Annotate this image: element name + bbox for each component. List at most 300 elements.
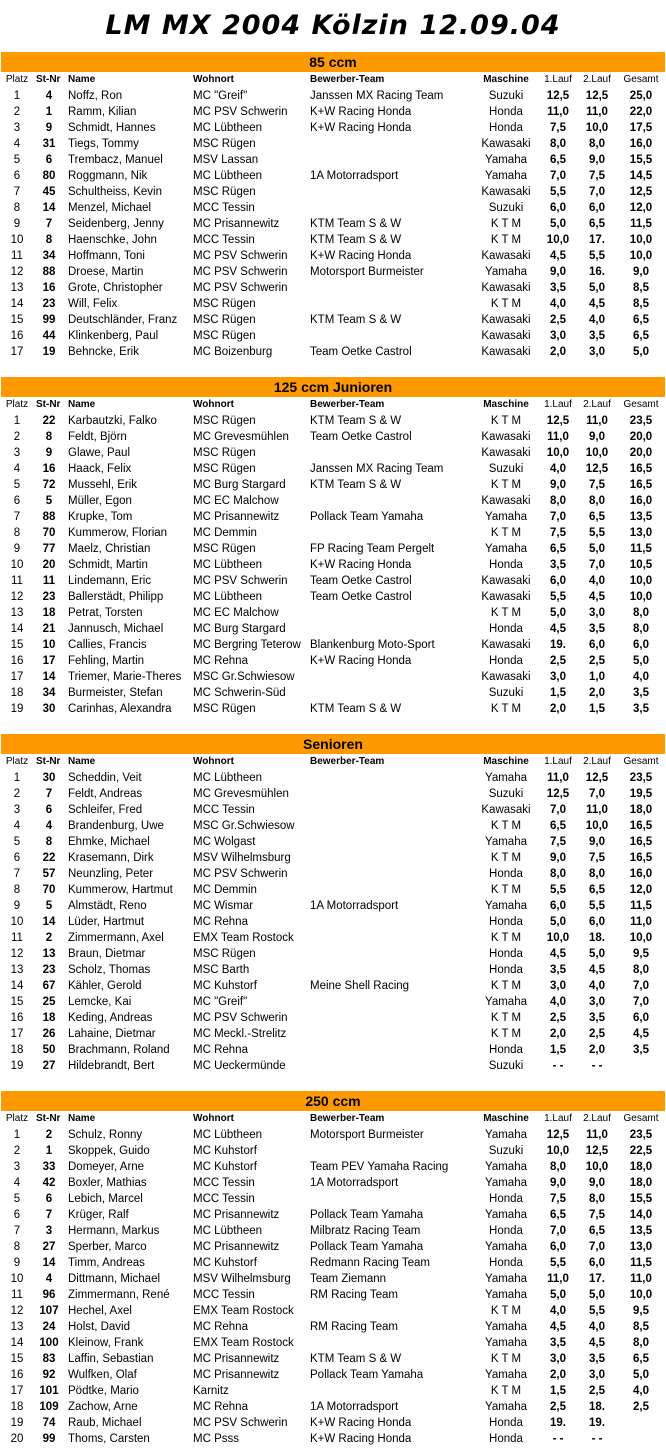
cell-gesamt: 15,5 bbox=[629, 1193, 653, 1205]
cell-team: Motorsport Burmeister bbox=[310, 266, 424, 278]
cell-wohnort: MCC Tessin bbox=[193, 1193, 255, 1205]
column-header-platz: Platz bbox=[5, 74, 29, 85]
table-row bbox=[0, 525, 666, 541]
cell-name: Will, Felix bbox=[68, 298, 118, 310]
cell-lauf2: 7,0 bbox=[589, 186, 605, 198]
cell-maschine: K T M bbox=[490, 1305, 522, 1317]
cell-lauf2: 5,5 bbox=[589, 527, 605, 539]
cell-maschine: K T M bbox=[490, 1028, 522, 1040]
cell-gesamt: 6,0 bbox=[633, 639, 649, 651]
cell-lauf1: 7,5 bbox=[550, 836, 566, 848]
cell-gesamt: 12,5 bbox=[629, 186, 653, 198]
table-row bbox=[0, 1431, 666, 1447]
cell-startnummer: 27 bbox=[42, 1241, 56, 1253]
cell-platz: 14 bbox=[10, 623, 24, 635]
table-row bbox=[0, 701, 666, 717]
cell-gesamt: 13,5 bbox=[629, 511, 653, 523]
cell-lauf2: 7,0 bbox=[589, 788, 605, 800]
cell-gesamt: 10,5 bbox=[629, 559, 653, 571]
cell-platz: 12 bbox=[10, 948, 24, 960]
cell-wohnort: MSC Gr.Schwiesow bbox=[193, 671, 295, 683]
cell-lauf2: 9,0 bbox=[589, 154, 605, 166]
cell-wohnort: MSV Lassan bbox=[193, 154, 259, 166]
cell-startnummer: 25 bbox=[42, 996, 56, 1008]
cell-lauf2: 3,5 bbox=[589, 330, 605, 342]
cell-name: Zimmermann, René bbox=[68, 1289, 170, 1301]
cell-startnummer: 70 bbox=[42, 884, 56, 896]
cell-team: Pollack Team Yamaha bbox=[310, 1209, 424, 1221]
cell-maschine: Suzuki bbox=[488, 463, 524, 475]
cell-lauf1: 6,0 bbox=[550, 575, 566, 587]
cell-platz: 3 bbox=[13, 804, 21, 816]
cell-team: KTM Team S & W bbox=[310, 218, 402, 230]
cell-gesamt: 6,5 bbox=[633, 330, 649, 342]
cell-maschine: K T M bbox=[490, 820, 522, 832]
table-row bbox=[0, 152, 666, 168]
cell-maschine: Kawasaki bbox=[481, 495, 531, 507]
cell-startnummer: 4 bbox=[45, 820, 53, 832]
cell-maschine: Honda bbox=[489, 623, 523, 635]
column-header-name: Name bbox=[68, 1113, 96, 1124]
cell-platz: 8 bbox=[13, 527, 21, 539]
cell-name: Ehmke, Michael bbox=[68, 836, 150, 848]
cell-startnummer: 14 bbox=[42, 202, 56, 214]
cell-gesamt: 4,5 bbox=[633, 1028, 649, 1040]
cell-wohnort: MC Prisannewitz bbox=[193, 511, 280, 523]
cell-maschine: Honda bbox=[489, 916, 523, 928]
cell-platz: 8 bbox=[13, 1241, 21, 1253]
table-row bbox=[0, 429, 666, 445]
cell-lauf1: 1,5 bbox=[550, 1044, 566, 1056]
cell-lauf1: 9,0 bbox=[550, 1177, 566, 1189]
cell-lauf1: 12,5 bbox=[546, 415, 570, 427]
cell-team: K+W Racing Honda bbox=[310, 250, 412, 262]
cell-platz: 7 bbox=[13, 511, 21, 523]
cell-platz: 10 bbox=[10, 559, 24, 571]
cell-name: Hechel, Axel bbox=[68, 1305, 132, 1317]
cell-name: Carinhas, Alexandra bbox=[68, 703, 172, 715]
cell-wohnort: MC Lübtheen bbox=[193, 772, 263, 784]
cell-lauf1: 4,0 bbox=[550, 1305, 566, 1317]
cell-platz: 2 bbox=[13, 1145, 21, 1157]
cell-startnummer: 3 bbox=[45, 1225, 53, 1237]
cell-gesamt: 8,0 bbox=[633, 1337, 649, 1349]
column-header-lauf2: 2.Lauf bbox=[583, 74, 611, 85]
column-header-maschine: Maschine bbox=[483, 74, 529, 85]
cell-startnummer: 83 bbox=[42, 1353, 56, 1365]
table-row bbox=[0, 589, 666, 605]
cell-team: KTM Team S & W bbox=[310, 479, 402, 491]
cell-maschine: Yamaha bbox=[485, 1337, 527, 1349]
cell-platz: 11 bbox=[11, 932, 23, 944]
table-row bbox=[0, 637, 666, 653]
table-row bbox=[0, 770, 666, 786]
cell-gesamt: 13,0 bbox=[629, 527, 653, 539]
cell-lauf2: 5,0 bbox=[589, 948, 605, 960]
table-row bbox=[0, 1127, 666, 1143]
cell-lauf2: 2,0 bbox=[589, 687, 605, 699]
cell-lauf1: 8,0 bbox=[550, 1161, 566, 1173]
cell-lauf1: 7,0 bbox=[550, 511, 566, 523]
cell-name: Droese, Martin bbox=[68, 266, 144, 278]
cell-team: KTM Team S & W bbox=[310, 1353, 402, 1365]
cell-name: Callies, Francis bbox=[68, 639, 147, 651]
cell-team: Team PEV Yamaha Racing bbox=[310, 1161, 449, 1173]
cell-team: 1A Motorradsport bbox=[310, 900, 399, 912]
table-row bbox=[0, 605, 666, 621]
cell-lauf1: - - bbox=[552, 1433, 564, 1445]
cell-wohnort: MSC Rügen bbox=[193, 463, 256, 475]
cell-name: Brachmann, Roland bbox=[68, 1044, 170, 1056]
table-row bbox=[0, 818, 666, 834]
cell-team: RM Racing Team bbox=[310, 1321, 398, 1333]
table-row bbox=[0, 866, 666, 882]
column-header-row bbox=[0, 72, 666, 88]
cell-platz: 16 bbox=[10, 330, 24, 342]
cell-maschine: K T M bbox=[490, 884, 522, 896]
column-header-lauf1: 1.Lauf bbox=[544, 399, 572, 410]
cell-lauf1: 6,5 bbox=[550, 154, 566, 166]
cell-platz: 13 bbox=[10, 282, 24, 294]
cell-startnummer: 23 bbox=[42, 964, 56, 976]
table-row bbox=[0, 1175, 666, 1191]
cell-gesamt: 16,5 bbox=[629, 463, 653, 475]
cell-maschine: Kawasaki bbox=[481, 431, 531, 443]
cell-platz: 10 bbox=[10, 234, 24, 246]
cell-startnummer: 4 bbox=[45, 90, 53, 102]
cell-startnummer: 6 bbox=[45, 1193, 53, 1205]
cell-lauf2: 5,5 bbox=[589, 900, 605, 912]
cell-lauf1: 6,5 bbox=[550, 820, 566, 832]
page-title: LM MX 2004 Kölzin 12.09.04 bbox=[105, 10, 561, 41]
cell-name: Fehling, Martin bbox=[68, 655, 145, 667]
cell-team: KTM Team S & W bbox=[310, 234, 402, 246]
cell-wohnort: MSC Rügen bbox=[193, 138, 256, 150]
cell-lauf1: 5,5 bbox=[550, 884, 566, 896]
table-row bbox=[0, 1351, 666, 1367]
cell-lauf2: 2,5 bbox=[589, 1385, 605, 1397]
cell-lauf1: 3,5 bbox=[550, 964, 566, 976]
cell-maschine: Honda bbox=[489, 868, 523, 880]
table-row bbox=[0, 413, 666, 429]
cell-lauf2: 5,0 bbox=[589, 1289, 605, 1301]
cell-gesamt: 22,5 bbox=[629, 1145, 653, 1157]
cell-team: Pollack Team Yamaha bbox=[310, 511, 424, 523]
cell-startnummer: 9 bbox=[45, 122, 53, 134]
table-row bbox=[0, 120, 666, 136]
cell-lauf1: 2,0 bbox=[550, 703, 566, 715]
cell-gesamt: 8,5 bbox=[633, 298, 649, 310]
cell-wohnort: MC PSV Schwerin bbox=[193, 266, 288, 278]
cell-platz: 9 bbox=[13, 543, 21, 555]
column-header-maschine: Maschine bbox=[483, 399, 529, 410]
cell-wohnort: MCC Tessin bbox=[193, 234, 255, 246]
cell-gesamt: 8,0 bbox=[633, 623, 649, 635]
cell-team: RM Racing Team bbox=[310, 1289, 398, 1301]
table-row bbox=[0, 509, 666, 525]
cell-startnummer: 67 bbox=[42, 980, 56, 992]
cell-lauf1: 6,0 bbox=[550, 1241, 566, 1253]
cell-team: 1A Motorradsport bbox=[310, 1401, 399, 1413]
table-row bbox=[0, 216, 666, 232]
cell-platz: 1 bbox=[13, 90, 21, 102]
cell-maschine: K T M bbox=[490, 218, 522, 230]
cell-lauf1: 3,5 bbox=[550, 559, 566, 571]
cell-name: Müller, Egon bbox=[68, 495, 132, 507]
cell-maschine: Suzuki bbox=[488, 1060, 524, 1072]
table-row bbox=[0, 1143, 666, 1159]
table-row bbox=[0, 296, 666, 312]
cell-platz: 4 bbox=[13, 820, 21, 832]
cell-gesamt: 3,5 bbox=[633, 1044, 649, 1056]
cell-platz: 4 bbox=[13, 1177, 21, 1189]
cell-wohnort: MC PSV Schwerin bbox=[193, 282, 288, 294]
cell-maschine: Honda bbox=[489, 948, 523, 960]
cell-maschine: Honda bbox=[489, 1225, 523, 1237]
cell-maschine: K T M bbox=[490, 415, 522, 427]
cell-lauf2: 3,0 bbox=[589, 346, 605, 358]
cell-maschine: Kawasaki bbox=[481, 314, 531, 326]
column-header-lauf1: 1.Lauf bbox=[544, 756, 572, 767]
table-row bbox=[0, 312, 666, 328]
cell-wohnort: MC "Greif" bbox=[193, 996, 248, 1008]
cell-gesamt: 13,0 bbox=[629, 1241, 653, 1253]
cell-gesamt: 4,0 bbox=[633, 1385, 649, 1397]
table-row bbox=[0, 280, 666, 296]
table-row bbox=[0, 1010, 666, 1026]
cell-platz: 5 bbox=[13, 479, 21, 491]
cell-lauf1: 2,5 bbox=[550, 314, 566, 326]
cell-platz: 9 bbox=[13, 900, 21, 912]
column-header-lauf2: 2.Lauf bbox=[583, 756, 611, 767]
cell-name: Tiegs, Tommy bbox=[68, 138, 139, 150]
cell-gesamt: 14,5 bbox=[629, 170, 653, 182]
column-header-wohnort: Wohnort bbox=[193, 399, 234, 410]
table-row bbox=[0, 541, 666, 557]
cell-name: Domeyer, Arne bbox=[68, 1161, 145, 1173]
cell-lauf1: 4,0 bbox=[550, 996, 566, 1008]
cell-maschine: Yamaha bbox=[485, 1289, 527, 1301]
cell-name: Glawe, Paul bbox=[68, 447, 131, 459]
cell-lauf1: 7,0 bbox=[550, 804, 566, 816]
cell-lauf2: 7,0 bbox=[589, 559, 605, 571]
cell-platz: 7 bbox=[13, 868, 21, 880]
cell-lauf1: 11,0 bbox=[547, 1273, 569, 1285]
cell-name: Haenschke, John bbox=[68, 234, 157, 246]
table-row bbox=[0, 685, 666, 701]
cell-lauf1: 7,0 bbox=[550, 170, 566, 182]
cell-team: Team Ziemann bbox=[310, 1273, 387, 1285]
cell-gesamt: 4,0 bbox=[633, 671, 649, 683]
cell-lauf2: 2,5 bbox=[589, 655, 605, 667]
cell-name: Lahaine, Dietmar bbox=[68, 1028, 156, 1040]
table-row bbox=[0, 1383, 666, 1399]
cell-wohnort: MC Prisannewitz bbox=[193, 1209, 280, 1221]
cell-gesamt: 12,0 bbox=[629, 884, 653, 896]
cell-name: Laffin, Sebastian bbox=[68, 1353, 154, 1365]
cell-platz: 14 bbox=[10, 298, 24, 310]
cell-maschine: Yamaha bbox=[485, 543, 527, 555]
cell-gesamt: 13,5 bbox=[629, 1225, 653, 1237]
table-row bbox=[0, 477, 666, 493]
column-header-platz: Platz bbox=[5, 399, 29, 410]
cell-maschine: Kawasaki bbox=[481, 575, 531, 587]
cell-startnummer: 9 bbox=[45, 447, 53, 459]
cell-wohnort: MC Lübtheen bbox=[193, 170, 263, 182]
cell-lauf2: 3,0 bbox=[589, 996, 605, 1008]
cell-gesamt: 15,5 bbox=[629, 154, 653, 166]
column-header-name: Name bbox=[68, 756, 96, 767]
cell-name: Krupke, Tom bbox=[68, 511, 133, 523]
cell-wohnort: MC Grevesmühlen bbox=[193, 431, 289, 443]
cell-wohnort: MC Kuhstorf bbox=[193, 980, 257, 992]
cell-platz: 20 bbox=[10, 1433, 24, 1445]
cell-maschine: Yamaha bbox=[485, 772, 527, 784]
cell-platz: 5 bbox=[13, 836, 21, 848]
cell-wohnort: MC Prisannewitz bbox=[193, 1353, 280, 1365]
cell-lauf2: 4,0 bbox=[589, 575, 605, 587]
cell-maschine: Honda bbox=[489, 1417, 523, 1429]
cell-name: Haack, Felix bbox=[68, 463, 132, 475]
cell-team: FP Racing Team Pergelt bbox=[310, 543, 435, 555]
cell-lauf1: 2,5 bbox=[550, 1401, 566, 1413]
cell-name: Dittmann, Michael bbox=[68, 1273, 161, 1285]
cell-name: Karbautzki, Falko bbox=[68, 415, 157, 427]
cell-maschine: Kawasaki bbox=[481, 804, 531, 816]
results-section bbox=[0, 377, 666, 717]
cell-platz: 15 bbox=[10, 314, 24, 326]
cell-maschine: Suzuki bbox=[488, 1145, 524, 1157]
cell-startnummer: 44 bbox=[42, 330, 56, 342]
cell-lauf2: 7,0 bbox=[589, 1241, 605, 1253]
cell-gesamt: 6,0 bbox=[633, 1012, 649, 1024]
table-row bbox=[0, 1303, 666, 1319]
table-row bbox=[0, 994, 666, 1010]
cell-maschine: Kawasaki bbox=[481, 330, 531, 342]
cell-team: K+W Racing Honda bbox=[310, 122, 412, 134]
cell-wohnort: MC Bergring Teterow bbox=[193, 639, 301, 651]
cell-lauf1: 11,0 bbox=[547, 431, 569, 443]
cell-wohnort: MC Wismar bbox=[193, 900, 254, 912]
cell-lauf2: 17. bbox=[589, 234, 605, 246]
cell-name: Scholz, Thomas bbox=[68, 964, 151, 976]
cell-lauf1: 8,0 bbox=[550, 138, 566, 150]
cell-name: Hermann, Markus bbox=[68, 1225, 160, 1237]
column-header-gesamt: Gesamt bbox=[623, 756, 659, 767]
cell-lauf2: 6,0 bbox=[589, 202, 605, 214]
cell-maschine: Suzuki bbox=[488, 90, 524, 102]
cell-lauf2: 2,0 bbox=[589, 1044, 605, 1056]
cell-lauf2: 9,0 bbox=[589, 431, 605, 443]
cell-platz: 7 bbox=[13, 186, 21, 198]
cell-lauf2: 6,5 bbox=[589, 884, 605, 896]
cell-gesamt: 10,0 bbox=[629, 234, 653, 246]
cell-startnummer: 5 bbox=[45, 495, 53, 507]
table-row bbox=[0, 946, 666, 962]
cell-lauf2: 11,0 bbox=[586, 1129, 608, 1141]
cell-name: Kleinow, Frank bbox=[68, 1337, 144, 1349]
cell-lauf1: 6,5 bbox=[550, 1209, 566, 1221]
cell-maschine: K T M bbox=[490, 1385, 522, 1397]
cell-wohnort: EMX Team Rostock bbox=[193, 932, 294, 944]
section-header: 250 ccm bbox=[1, 1091, 665, 1111]
cell-startnummer: 20 bbox=[42, 559, 56, 571]
cell-lauf2: 11,0 bbox=[586, 804, 608, 816]
cell-platz: 15 bbox=[10, 1353, 24, 1365]
cell-name: Burmeister, Stefan bbox=[68, 687, 163, 699]
cell-lauf1: 5,5 bbox=[550, 1257, 566, 1269]
cell-lauf1: 5,5 bbox=[550, 591, 566, 603]
cell-lauf1: 1,5 bbox=[550, 687, 566, 699]
cell-platz: 12 bbox=[10, 1305, 24, 1317]
table-row bbox=[0, 1058, 666, 1074]
cell-startnummer: 2 bbox=[45, 1129, 53, 1141]
cell-lauf2: 8,0 bbox=[589, 138, 605, 150]
cell-maschine: Kawasaki bbox=[481, 138, 531, 150]
cell-lauf1: - - bbox=[552, 1060, 564, 1072]
cell-platz: 9 bbox=[13, 1257, 21, 1269]
cell-lauf2: 16. bbox=[589, 266, 605, 278]
cell-lauf1: 4,5 bbox=[550, 1321, 566, 1333]
cell-name: Skoppek, Guido bbox=[68, 1145, 150, 1157]
cell-wohnort: MC Prisannewitz bbox=[193, 1369, 280, 1381]
cell-lauf1: 6,0 bbox=[550, 202, 566, 214]
cell-wohnort: MC EC Malchow bbox=[193, 607, 279, 619]
cell-wohnort: MC Lübtheen bbox=[193, 591, 263, 603]
cell-maschine: Yamaha bbox=[485, 1129, 527, 1141]
cell-gesamt: 8,0 bbox=[633, 964, 649, 976]
table-row bbox=[0, 445, 666, 461]
cell-maschine: K T M bbox=[490, 234, 522, 246]
cell-startnummer: 8 bbox=[45, 234, 53, 246]
column-header-nr: St-Nr bbox=[36, 74, 61, 85]
cell-lauf2: 12,5 bbox=[585, 772, 609, 784]
cell-platz: 17 bbox=[10, 1028, 24, 1040]
table-row bbox=[0, 1223, 666, 1239]
cell-lauf1: 6,5 bbox=[550, 543, 566, 555]
cell-name: Trembacz, Manuel bbox=[68, 154, 163, 166]
table-row bbox=[0, 1415, 666, 1431]
cell-name: Wulfken, Olaf bbox=[68, 1369, 137, 1381]
cell-startnummer: 16 bbox=[42, 282, 56, 294]
column-header-row bbox=[0, 397, 666, 413]
cell-wohnort: MC Rehna bbox=[193, 1321, 248, 1333]
cell-maschine: Yamaha bbox=[485, 154, 527, 166]
cell-gesamt: 6,5 bbox=[633, 1353, 649, 1365]
cell-lauf1: 19. bbox=[550, 639, 566, 651]
cell-platz: 5 bbox=[13, 1193, 21, 1205]
cell-name: Pödtke, Mario bbox=[68, 1385, 139, 1397]
cell-wohnort: MC PSV Schwerin bbox=[193, 250, 288, 262]
cell-gesamt: 7,0 bbox=[633, 996, 649, 1008]
cell-startnummer: 30 bbox=[42, 703, 56, 715]
cell-wohnort: MSC Rügen bbox=[193, 186, 256, 198]
cell-maschine: Honda bbox=[489, 1257, 523, 1269]
cell-wohnort: MCC Tessin bbox=[193, 1177, 255, 1189]
cell-lauf2: 12,5 bbox=[585, 90, 609, 102]
cell-maschine: Yamaha bbox=[485, 1209, 527, 1221]
cell-gesamt: 16,0 bbox=[629, 138, 653, 150]
cell-lauf2: - - bbox=[591, 1433, 603, 1445]
section-header: Senioren bbox=[1, 734, 665, 754]
column-header-wohnort: Wohnort bbox=[193, 1113, 234, 1124]
table-row bbox=[0, 1042, 666, 1058]
cell-wohnort: MC Grevesmühlen bbox=[193, 788, 289, 800]
cell-lauf2: 7,5 bbox=[589, 1209, 605, 1221]
cell-maschine: K T M bbox=[490, 1353, 522, 1365]
cell-name: Almstädt, Reno bbox=[68, 900, 147, 912]
cell-platz: 3 bbox=[13, 1161, 21, 1173]
